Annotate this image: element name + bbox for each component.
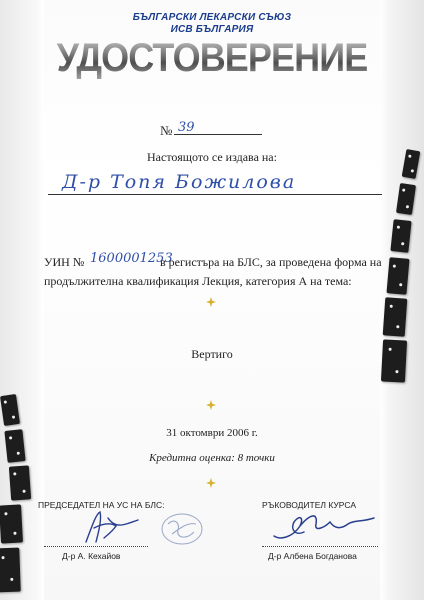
- right-domino-decoration: [380, 0, 424, 600]
- course-leader-signature-line: [262, 546, 378, 547]
- issued-to-label: Настоящото се издава на:: [147, 150, 277, 164]
- uin-value: 1600001253: [90, 251, 173, 266]
- course-leader-signature-icon: [270, 506, 380, 546]
- chairman-name: Д-р А. Кехайов: [62, 551, 121, 561]
- recipient-name: Д-р Топя Божилова: [62, 171, 297, 193]
- society-seal-icon: [160, 512, 204, 546]
- ornament-icon: [206, 400, 216, 410]
- organization-subtitle: ИСВ БЪЛГАРИЯ: [170, 24, 254, 35]
- number-underline: [174, 134, 262, 135]
- topic: Вертиго: [191, 347, 233, 361]
- ornament-icon: [206, 478, 216, 488]
- left-domino-decoration: [0, 0, 44, 600]
- uin-label: УИН №: [44, 255, 85, 269]
- ornament-icon: [206, 297, 216, 307]
- course-leader-name: Д-р Албена Богданова: [268, 551, 357, 561]
- organization-name: БЪЛГАРСКИ ЛЕКАРСКИ СЪЮЗ: [132, 12, 292, 23]
- certificate-title: УДОСТОВЕРЕНИЕ: [21, 36, 403, 81]
- course-leader-title: РЪКОВОДИТЕЛ КУРСА: [262, 500, 356, 510]
- credit-score: Кредитна оценка: 8 точки: [149, 452, 275, 464]
- body-line-1: в регистъра на БЛС, за проведена форма на: [160, 255, 382, 269]
- recipient-underline: [48, 194, 382, 195]
- chairman-title: ПРЕДСЕДАТЕЛ НА УС НА БЛС:: [38, 500, 165, 510]
- chairman-signature-line: [44, 546, 148, 547]
- certificate-number: 39: [178, 120, 195, 135]
- number-sign: №: [160, 123, 173, 138]
- issue-date: 31 октомври 2006 г.: [166, 427, 258, 439]
- chairman-signature-icon: [82, 506, 142, 548]
- body-line-2: продължителна квалификация Лекция, категория А на тема:: [44, 274, 352, 288]
